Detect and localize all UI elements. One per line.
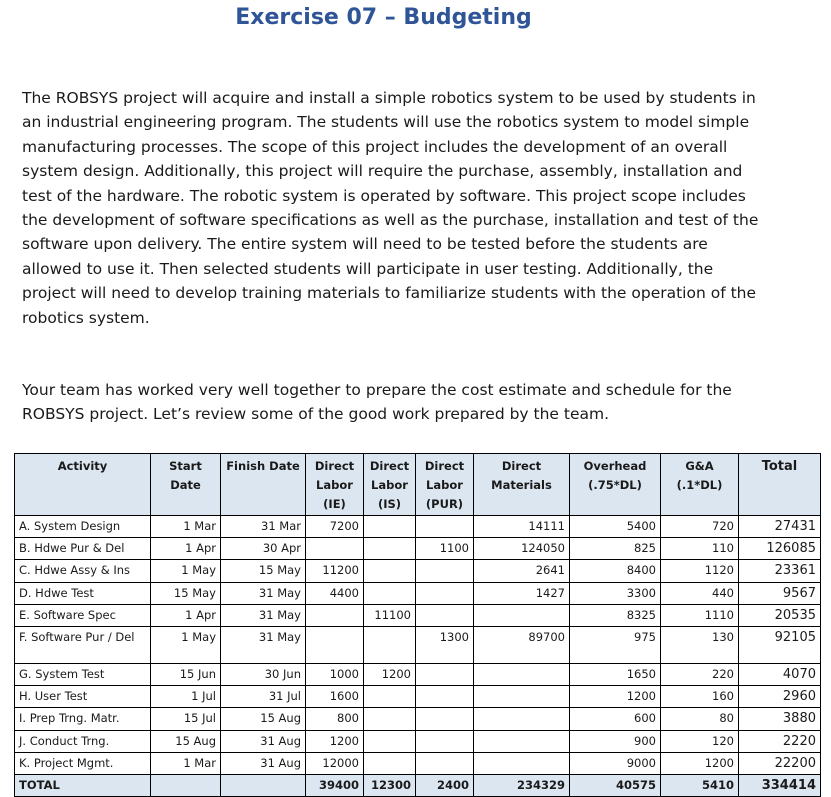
cell-total: 20535 <box>739 604 821 626</box>
cell-overhead: 1200 <box>570 686 661 708</box>
cell-labor-ie: 11200 <box>306 560 364 582</box>
cell-labor-is <box>364 582 416 604</box>
cell-finish-date: 31 May <box>221 604 306 626</box>
cell-labor-ie: 1600 <box>306 686 364 708</box>
cell-activity: E. Software Spec <box>15 604 151 626</box>
cell-labor-is <box>364 538 416 560</box>
cell-activity: A. System Design <box>15 516 151 538</box>
cell-labor-ie: 7200 <box>306 516 364 538</box>
cell-materials: 14111 <box>474 516 570 538</box>
table-row <box>15 627 821 664</box>
cell-labor-is <box>364 516 416 538</box>
cell-ga: 440 <box>661 582 739 604</box>
table-row <box>15 582 821 604</box>
cell-labor-ie: 1200 <box>306 730 364 752</box>
cell-activity: TOTAL <box>15 775 151 797</box>
cell-materials: 2641 <box>474 560 570 582</box>
cell-overhead: 975 <box>570 627 661 664</box>
cell-finish-date: 15 May <box>221 560 306 582</box>
cell-total: 2220 <box>739 730 821 752</box>
cell-labor-ie <box>306 538 364 560</box>
cell-labor-pur: 1100 <box>416 538 474 560</box>
cell-ga: 1200 <box>661 752 739 774</box>
cell-finish-date: 31 May <box>221 582 306 604</box>
cell-overhead: 8400 <box>570 560 661 582</box>
cell-ga: 1110 <box>661 604 739 626</box>
cell-labor-pur: 2400 <box>416 775 474 797</box>
cell-overhead: 5400 <box>570 516 661 538</box>
cell-ga: 110 <box>661 538 739 560</box>
header-labor-is: Direct Labor (IS) <box>364 454 416 516</box>
cell-finish-date <box>221 775 306 797</box>
cell-labor-ie: 12000 <box>306 752 364 774</box>
intro-paragraph: The ROBSYS project will acquire and install a simple robotics system to be used by students in an industrial engineering program. The students will use the robotics system to model simple manufacturing processes. The scope of this project includes the development of an overall system design. Additionally, this project will require the purchase, assembly, installation and test of the hardware. The robotic system is operated by software. This project scope includes the development of software specifications as well as the purchase, installation and test of the software upon delivery. The entire system will need to be tested before the students are allowed to use it. Then selected students will participate in user testing. Additionally, the project will need to develop training materials to familiarize students with the operation of the robotics system. <box>22 89 759 327</box>
totals-row <box>15 775 821 797</box>
cell-labor-is: 11100 <box>364 604 416 626</box>
cell-overhead: 600 <box>570 708 661 730</box>
table-row <box>15 730 821 752</box>
cell-start-date: 15 Jul <box>151 708 221 730</box>
review-paragraph: Your team has worked very well together to prepare the cost estimate and schedule for the ROBSYS project. Let’s review some of the good work prepared by the team. <box>22 381 732 424</box>
cell-total: 4070 <box>739 664 821 686</box>
table-row <box>15 604 821 626</box>
cell-activity: C. Hdwe Assy & Ins <box>15 560 151 582</box>
header-finish-date: Finish Date <box>221 454 306 516</box>
cell-start-date: 15 Jun <box>151 664 221 686</box>
table-row <box>15 516 821 538</box>
cell-total: 126085 <box>739 538 821 560</box>
cell-finish-date: 15 Aug <box>221 708 306 730</box>
header-row <box>15 454 821 516</box>
header-overhead: Overhead (.75*DL) <box>570 454 661 516</box>
cell-total: 334414 <box>739 775 821 797</box>
cell-activity: B. Hdwe Pur & Del <box>15 538 151 560</box>
header-labor-pur: Direct Labor (PUR) <box>416 454 474 516</box>
cell-materials <box>474 686 570 708</box>
cell-start-date: 1 Mar <box>151 516 221 538</box>
header-materials: Direct Materials <box>474 454 570 516</box>
cell-ga: 120 <box>661 730 739 752</box>
header-activity: Activity <box>15 454 151 516</box>
cell-ga: 220 <box>661 664 739 686</box>
cell-labor-pur <box>416 664 474 686</box>
cell-materials: 1427 <box>474 582 570 604</box>
cell-labor-is <box>364 627 416 664</box>
cell-finish-date: 31 May <box>221 627 306 664</box>
cell-labor-is <box>364 708 416 730</box>
header-start-date: Start Date <box>151 454 221 516</box>
cell-labor-is <box>364 686 416 708</box>
cell-total: 22200 <box>739 752 821 774</box>
cell-ga: 130 <box>661 627 739 664</box>
cell-materials: 89700 <box>474 627 570 664</box>
cell-start-date: 1 Jul <box>151 686 221 708</box>
cell-activity: K. Project Mgmt. <box>15 752 151 774</box>
cell-labor-pur: 1300 <box>416 627 474 664</box>
cell-total: 92105 <box>739 627 821 664</box>
table-row <box>15 560 821 582</box>
cell-ga: 80 <box>661 708 739 730</box>
cell-ga: 720 <box>661 516 739 538</box>
cell-overhead: 825 <box>570 538 661 560</box>
cell-activity: I. Prep Trng. Matr. <box>15 708 151 730</box>
header-total: Total <box>739 454 821 516</box>
table-row <box>15 664 821 686</box>
cell-labor-pur <box>416 516 474 538</box>
cell-overhead: 9000 <box>570 752 661 774</box>
cell-labor-ie: 800 <box>306 708 364 730</box>
cell-ga: 5410 <box>661 775 739 797</box>
cell-total: 2960 <box>739 686 821 708</box>
cell-activity: G. System Test <box>15 664 151 686</box>
cell-labor-pur <box>416 752 474 774</box>
cell-materials: 234329 <box>474 775 570 797</box>
cell-labor-ie <box>306 627 364 664</box>
cell-materials <box>474 730 570 752</box>
cell-labor-ie <box>306 604 364 626</box>
cell-finish-date: 30 Apr <box>221 538 306 560</box>
cell-materials: 124050 <box>474 538 570 560</box>
cell-finish-date: 31 Jul <box>221 686 306 708</box>
cell-finish-date: 30 Jun <box>221 664 306 686</box>
cell-labor-ie: 39400 <box>306 775 364 797</box>
table-row <box>15 708 821 730</box>
table-row <box>15 538 821 560</box>
cell-materials <box>474 604 570 626</box>
table-row <box>15 752 821 774</box>
cell-materials <box>474 708 570 730</box>
cell-start-date: 1 Apr <box>151 538 221 560</box>
cell-finish-date: 31 Aug <box>221 730 306 752</box>
cell-labor-pur <box>416 686 474 708</box>
cell-total: 3880 <box>739 708 821 730</box>
cell-finish-date: 31 Aug <box>221 752 306 774</box>
cell-finish-date: 31 Mar <box>221 516 306 538</box>
cell-labor-pur <box>416 708 474 730</box>
header-ga: G&A (.1*DL) <box>661 454 739 516</box>
cell-activity: F. Software Pur / Del <box>15 627 151 664</box>
cell-total: 27431 <box>739 516 821 538</box>
cell-labor-pur <box>416 604 474 626</box>
header-labor-ie: Direct Labor (IE) <box>306 454 364 516</box>
cell-labor-pur <box>416 560 474 582</box>
cell-start-date: 1 Mar <box>151 752 221 774</box>
budget-table <box>14 453 821 797</box>
cell-labor-is: 12300 <box>364 775 416 797</box>
cell-ga: 1120 <box>661 560 739 582</box>
table-row <box>15 686 821 708</box>
cell-total: 9567 <box>739 582 821 604</box>
page-title: Exercise 07 – Budgeting <box>235 5 532 30</box>
cell-labor-ie: 1000 <box>306 664 364 686</box>
cell-overhead: 40575 <box>570 775 661 797</box>
cell-start-date: 1 Apr <box>151 604 221 626</box>
cell-labor-is: 1200 <box>364 664 416 686</box>
cell-total: 23361 <box>739 560 821 582</box>
cell-start-date: 1 May <box>151 560 221 582</box>
cell-activity: J. Conduct Trng. <box>15 730 151 752</box>
cell-activity: D. Hdwe Test <box>15 582 151 604</box>
cell-start-date: 15 May <box>151 582 221 604</box>
cell-labor-is <box>364 730 416 752</box>
cell-labor-is <box>364 560 416 582</box>
cell-materials <box>474 664 570 686</box>
cell-overhead: 3300 <box>570 582 661 604</box>
cell-ga: 160 <box>661 686 739 708</box>
cell-activity: H. User Test <box>15 686 151 708</box>
cell-start-date: 15 Aug <box>151 730 221 752</box>
cell-overhead: 8325 <box>570 604 661 626</box>
cell-labor-pur <box>416 730 474 752</box>
cell-overhead: 1650 <box>570 664 661 686</box>
cell-labor-is <box>364 752 416 774</box>
cell-start-date <box>151 775 221 797</box>
cell-start-date: 1 May <box>151 627 221 664</box>
cell-labor-ie: 4400 <box>306 582 364 604</box>
cell-materials <box>474 752 570 774</box>
cell-labor-pur <box>416 582 474 604</box>
cell-overhead: 900 <box>570 730 661 752</box>
